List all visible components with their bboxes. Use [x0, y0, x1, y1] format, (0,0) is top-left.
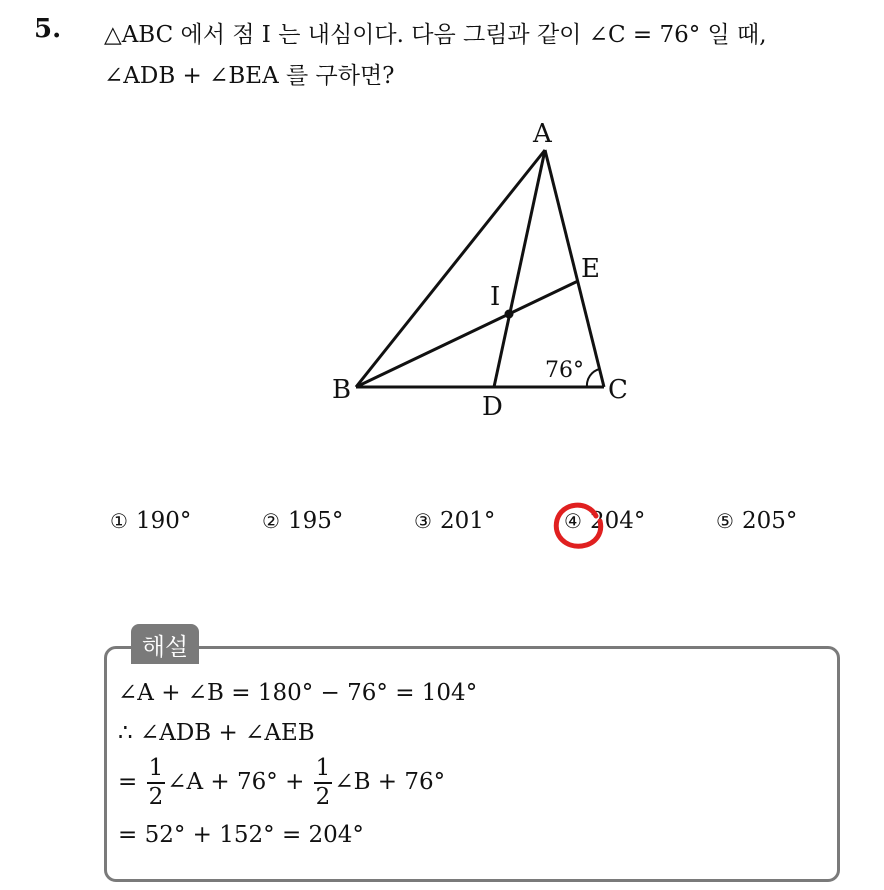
- solution-line2: ∴ ∠ADB + ∠AEB: [118, 720, 315, 746]
- solution-line3-mid: ∠A + 76° +: [167, 769, 305, 795]
- fraction-1-numerator: 1: [147, 757, 166, 784]
- fraction-half-2: [314, 757, 333, 809]
- solution-line4: = 52° + 152° = 204°: [118, 822, 364, 848]
- fraction-half-1: [147, 757, 166, 809]
- solution-line3: [118, 757, 445, 809]
- label-e: E: [581, 254, 600, 284]
- solution-tab: 해설: [131, 624, 199, 664]
- choice-3-value: 201°: [439, 508, 496, 534]
- fraction-2-denominator: 2: [315, 784, 331, 810]
- question-number: 5.: [34, 14, 62, 44]
- label-i: I: [490, 282, 501, 312]
- incenter-dot: [505, 310, 514, 319]
- choice-2-value: 195°: [287, 508, 344, 534]
- choice-4-number: ④: [564, 509, 582, 533]
- side-ab: [356, 150, 545, 387]
- choice-4-value: 204°: [589, 508, 646, 534]
- choice-2[interactable]: [262, 508, 343, 534]
- choice-3[interactable]: [414, 508, 495, 534]
- label-b: B: [332, 375, 352, 405]
- question-text-line2: ∠ADB + ∠BEA 를 구하면?: [104, 63, 395, 89]
- choice-2-number: ②: [262, 509, 280, 533]
- choice-1-number: ①: [110, 509, 128, 533]
- answer-choices: [110, 508, 830, 544]
- label-c: C: [608, 375, 628, 405]
- choice-5-value: 205°: [741, 508, 798, 534]
- label-d: D: [482, 392, 503, 422]
- choice-4[interactable]: [564, 508, 645, 534]
- label-a: A: [533, 119, 552, 149]
- angle-c-arc: [587, 369, 600, 387]
- solution-line3-prefix: =: [118, 769, 138, 795]
- fraction-1-denominator: 2: [148, 784, 164, 810]
- solution-line1: ∠A + ∠B = 180° − 76° = 104°: [118, 680, 478, 706]
- fraction-2-numerator: 1: [314, 757, 333, 784]
- question-text-line1: △ABC 에서 점 I 는 내심이다. 다음 그림과 같이 ∠C = 76° 일 때,: [104, 22, 767, 48]
- segment-ad: [494, 150, 545, 387]
- solution-line3-suffix: ∠B + 76°: [334, 769, 446, 795]
- choice-3-number: ③: [414, 509, 432, 533]
- choice-1-value: 190°: [135, 508, 192, 534]
- choice-5[interactable]: [716, 508, 797, 534]
- choice-1[interactable]: [110, 508, 191, 534]
- angle-c-label: 76°: [545, 358, 584, 383]
- choice-5-number: ⑤: [716, 509, 734, 533]
